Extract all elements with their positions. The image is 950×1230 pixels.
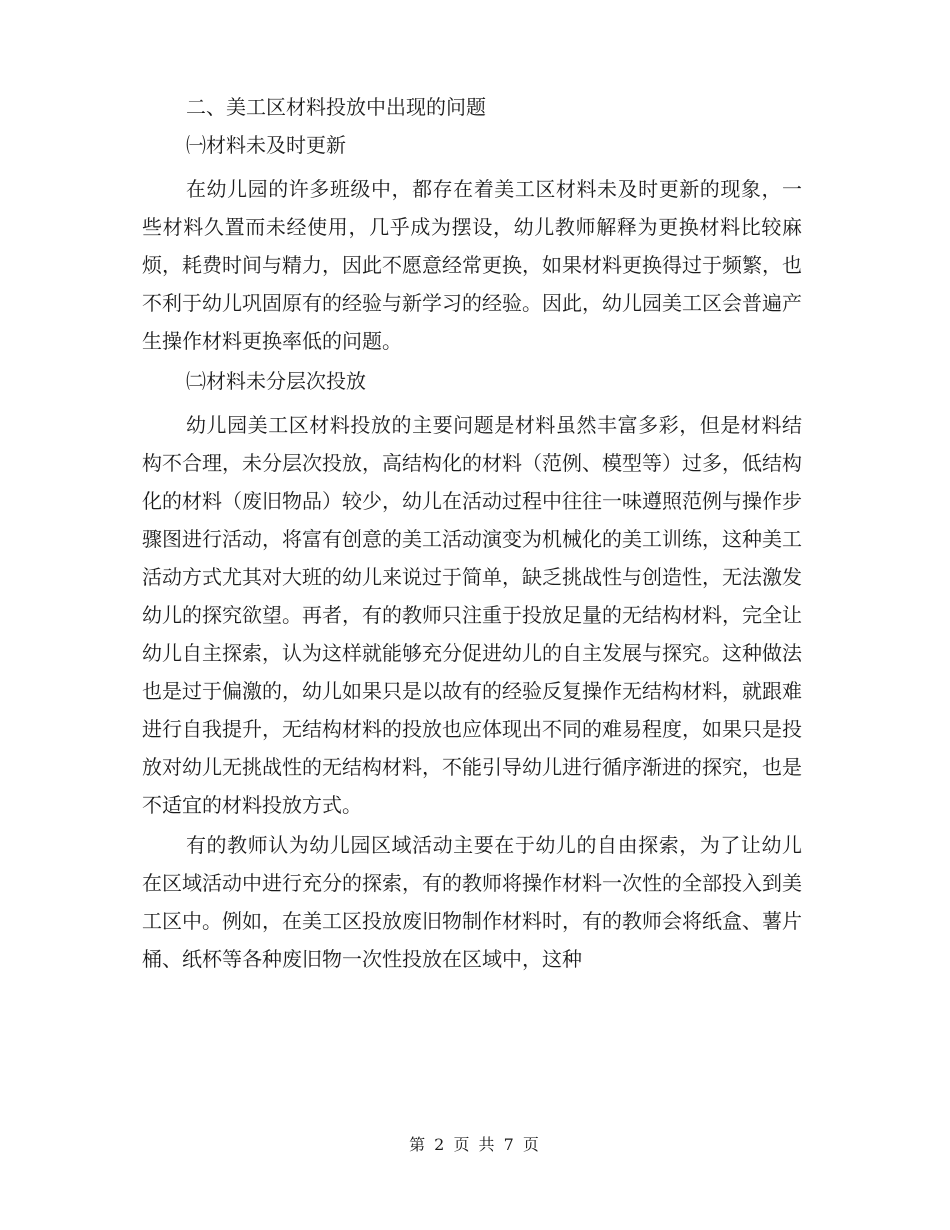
section-title: 二、美工区材料投放中出现的问题	[186, 95, 486, 119]
page-number-footer: 第 2 页 共 7 页	[409, 1135, 541, 1154]
paragraph-1: 在幼儿园的许多班级中，都存在着美工区材料未及时更新的现象，一些材料久置而未经使用，几乎成为摆设，幼儿教师解释为更换材料比较麻烦，耗费时间与精力，因此不愿意经常更换，如果材料更换得过于频繁，也不利于幼儿巩固原有的经验与新学习的经验。因此，幼儿园美工区会普遍产生操作材料更换率低的问题。	[142, 177, 802, 353]
paragraph-3: 有的教师认为幼儿园区域活动主要在于幼儿的自由探索，为了让幼儿在区域活动中进行充分的探索，有的教师将操作材料一次性的全部投入到美工区中。例如，在美工区投放废旧物制作材料时，有的教师会将纸盒、薯片桶、纸杯等各种废旧物一次性投放在区域中，这种	[142, 833, 802, 971]
paragraph-2: 幼儿园美工区材料投放的主要问题是材料虽然丰富多彩，但是材料结构不合理，未分层次投放，高结构化的材料（范例、模型等）过多，低结构化的材料（废旧物品）较少，幼儿在活动过程中往往一味遵照范例与操作步骤图进行活动，将富有创意的美工活动演变为机械化的美工训练，这种美工活动方式尤其对大班的幼儿来说过于简单，缺乏挑战性与创造性，无法激发幼儿的探究欲望。再者，有的教师只注重于投放足量的无结构材料，完全让幼儿自主探索，认为这样就能够充分促进幼儿的自主发展与探究。这种做法也是过于偏激的，幼儿如果只是以故有的经验反复操作无结构材料，就跟难进行自我提升，无结构材料的投放也应体现出不同的难易程度，如果只是投放对幼儿无挑战性的无结构材料，不能引导幼儿进行循序渐进的探究，也是不适宜的材料投放方式。	[142, 413, 802, 817]
subsection-title-2: ㈡材料未分层次投放	[186, 369, 366, 393]
subsection-title-1: ㈠材料未及时更新	[186, 133, 346, 157]
document-body	[142, 88, 802, 980]
